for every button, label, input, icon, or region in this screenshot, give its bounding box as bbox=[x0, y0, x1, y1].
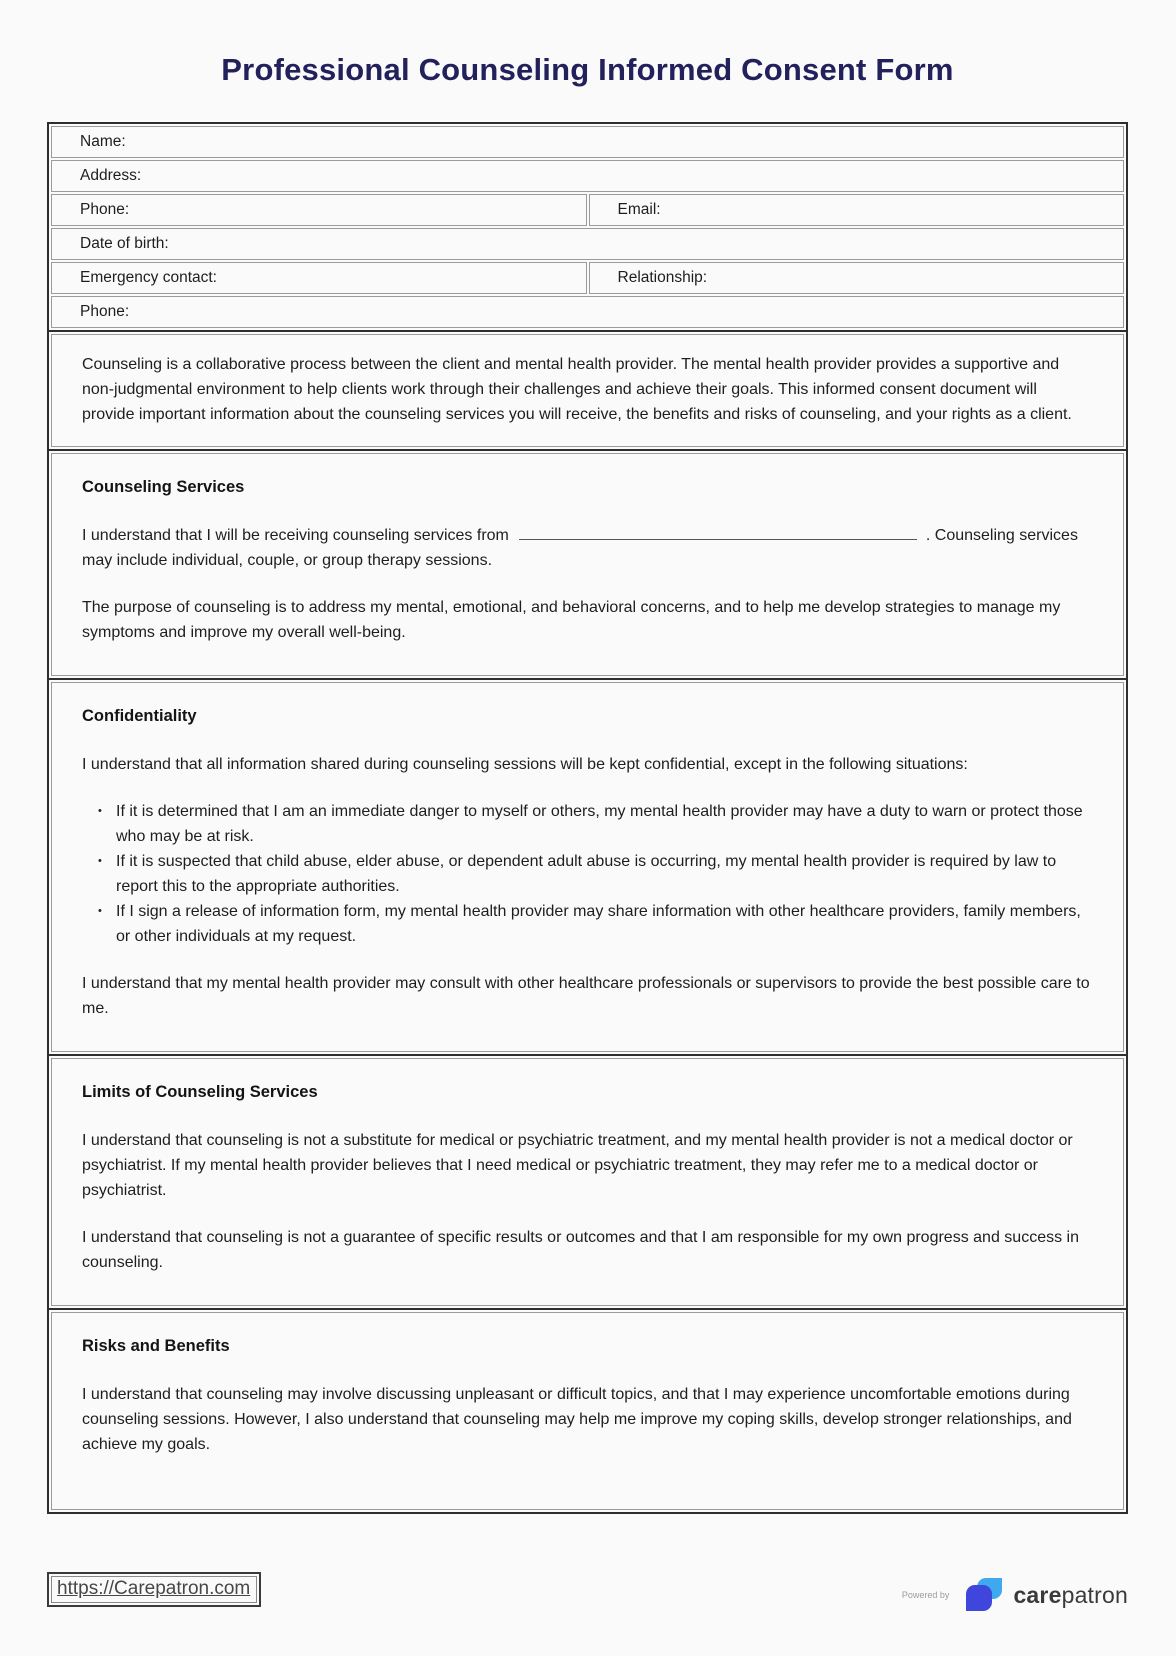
table-row bbox=[51, 228, 1124, 260]
footer-link-box bbox=[47, 1572, 261, 1607]
table-row bbox=[51, 126, 1124, 158]
field-phone-2[interactable]: Phone: bbox=[51, 296, 1124, 328]
confidentiality-intro: I understand that all information shared during counseling sessions will be kept confidential, except in the following situations: bbox=[82, 756, 968, 773]
page-title: Professional Counseling Informed Consent Form bbox=[221, 52, 954, 87]
table-row bbox=[51, 296, 1124, 328]
section-heading-risks-benefits: Risks and Benefits bbox=[82, 1337, 230, 1355]
limits-section bbox=[47, 1054, 1128, 1310]
section-heading-confidentiality: Confidentiality bbox=[82, 707, 197, 725]
section-heading-counseling-services: Counseling Services bbox=[82, 478, 245, 496]
carepatron-link[interactable]: https://Carepatron.com bbox=[57, 1577, 251, 1599]
table-row bbox=[51, 262, 1124, 294]
confidentiality-outro: I understand that my mental health provider may consult with other healthcare professionals or supervisors to provide the best possible care to me. bbox=[82, 975, 1090, 1017]
table-row bbox=[51, 160, 1124, 192]
provider-sentence-start: I understand that I will be receiving counseling services from bbox=[82, 527, 509, 544]
counseling-services-paragraph-1 bbox=[82, 523, 1093, 573]
list-item: • If I sign a release of information form, my mental health provider may share information with other healthcare providers, family members, or other individuals at my request. bbox=[94, 899, 1093, 949]
section-heading-limits: Limits of Counseling Services bbox=[82, 1083, 318, 1101]
field-name[interactable]: Name: bbox=[51, 126, 1124, 158]
field-email[interactable]: Email: bbox=[589, 194, 1125, 226]
intro-section bbox=[47, 330, 1128, 451]
field-relationship[interactable]: Relationship: bbox=[589, 262, 1125, 294]
page-footer bbox=[47, 1562, 1128, 1616]
counseling-services-paragraph-2: The purpose of counseling is to address my mental, emotional, and behavioral concerns, and to help me develop strategies to manage my symptoms and improve my overall well-being. bbox=[82, 599, 1061, 641]
field-emergency-contact[interactable]: Emergency contact: bbox=[51, 262, 587, 294]
counseling-services-section bbox=[47, 449, 1128, 680]
table-row bbox=[51, 194, 1124, 226]
brand-patron: patron bbox=[1061, 1581, 1128, 1608]
risks-paragraph-1: I understand that counseling may involve discussing unpleasant or difficult topics, and that I may experience uncomfortable emotions during counseling sessions. However, I also understand that counseling may help me improve my coping skills, develop stronger relationships, and achieve my goals. bbox=[82, 1386, 1072, 1453]
intro-paragraph: Counseling is a collaborative process between the client and mental health provider. The mental health provider provides a supportive and non-judgmental environment to help clients work through their challenges and achieve their goals. This informed consent document will provide important information about the counseling services you will receive, the benefits and risks of counseling, and your rights as a client. bbox=[82, 356, 1072, 423]
carepatron-wordmark bbox=[1013, 1582, 1128, 1609]
field-phone[interactable]: Phone: bbox=[51, 194, 587, 226]
provider-sentence-end: . Counseling services may include individual, couple, or group therapy sessions. bbox=[82, 527, 1078, 569]
list-item: • If it is suspected that child abuse, elder abuse, or dependent adult abuse is occurring, my mental health provider is required by law to report this to the appropriate authorities. bbox=[94, 849, 1093, 899]
field-date-of-birth[interactable]: Date of birth: bbox=[51, 228, 1124, 260]
powered-by-label: Powered by bbox=[901, 1590, 950, 1600]
risks-benefits-section bbox=[47, 1308, 1128, 1514]
brand-care: care bbox=[1013, 1581, 1062, 1608]
confidentiality-section bbox=[47, 678, 1128, 1056]
list-item: • If it is determined that I am an immediate danger to myself or others, my mental health provider may have a duty to warn or protect those who may be at risk. bbox=[94, 799, 1093, 849]
powered-by-brand bbox=[902, 1574, 1128, 1616]
limits-paragraph-2: I understand that counseling is not a guarantee of specific results or outcomes and that I am responsible for my own progress and success in counseling. bbox=[82, 1229, 1079, 1271]
carepatron-logo-icon bbox=[961, 1574, 1007, 1616]
client-info-table bbox=[47, 122, 1128, 332]
provider-name-blank-field[interactable] bbox=[519, 525, 917, 540]
confidentiality-exceptions-list bbox=[82, 799, 1093, 949]
limits-paragraph-1: I understand that counseling is not a substitute for medical or psychiatric treatment, and my mental health provider is not a medical doctor or psychiatrist. If my mental health provider believes that I need medical or psychiatric treatment, they may refer me to a medical doctor or psychiatrist. bbox=[82, 1132, 1073, 1199]
field-address[interactable]: Address: bbox=[51, 160, 1124, 192]
